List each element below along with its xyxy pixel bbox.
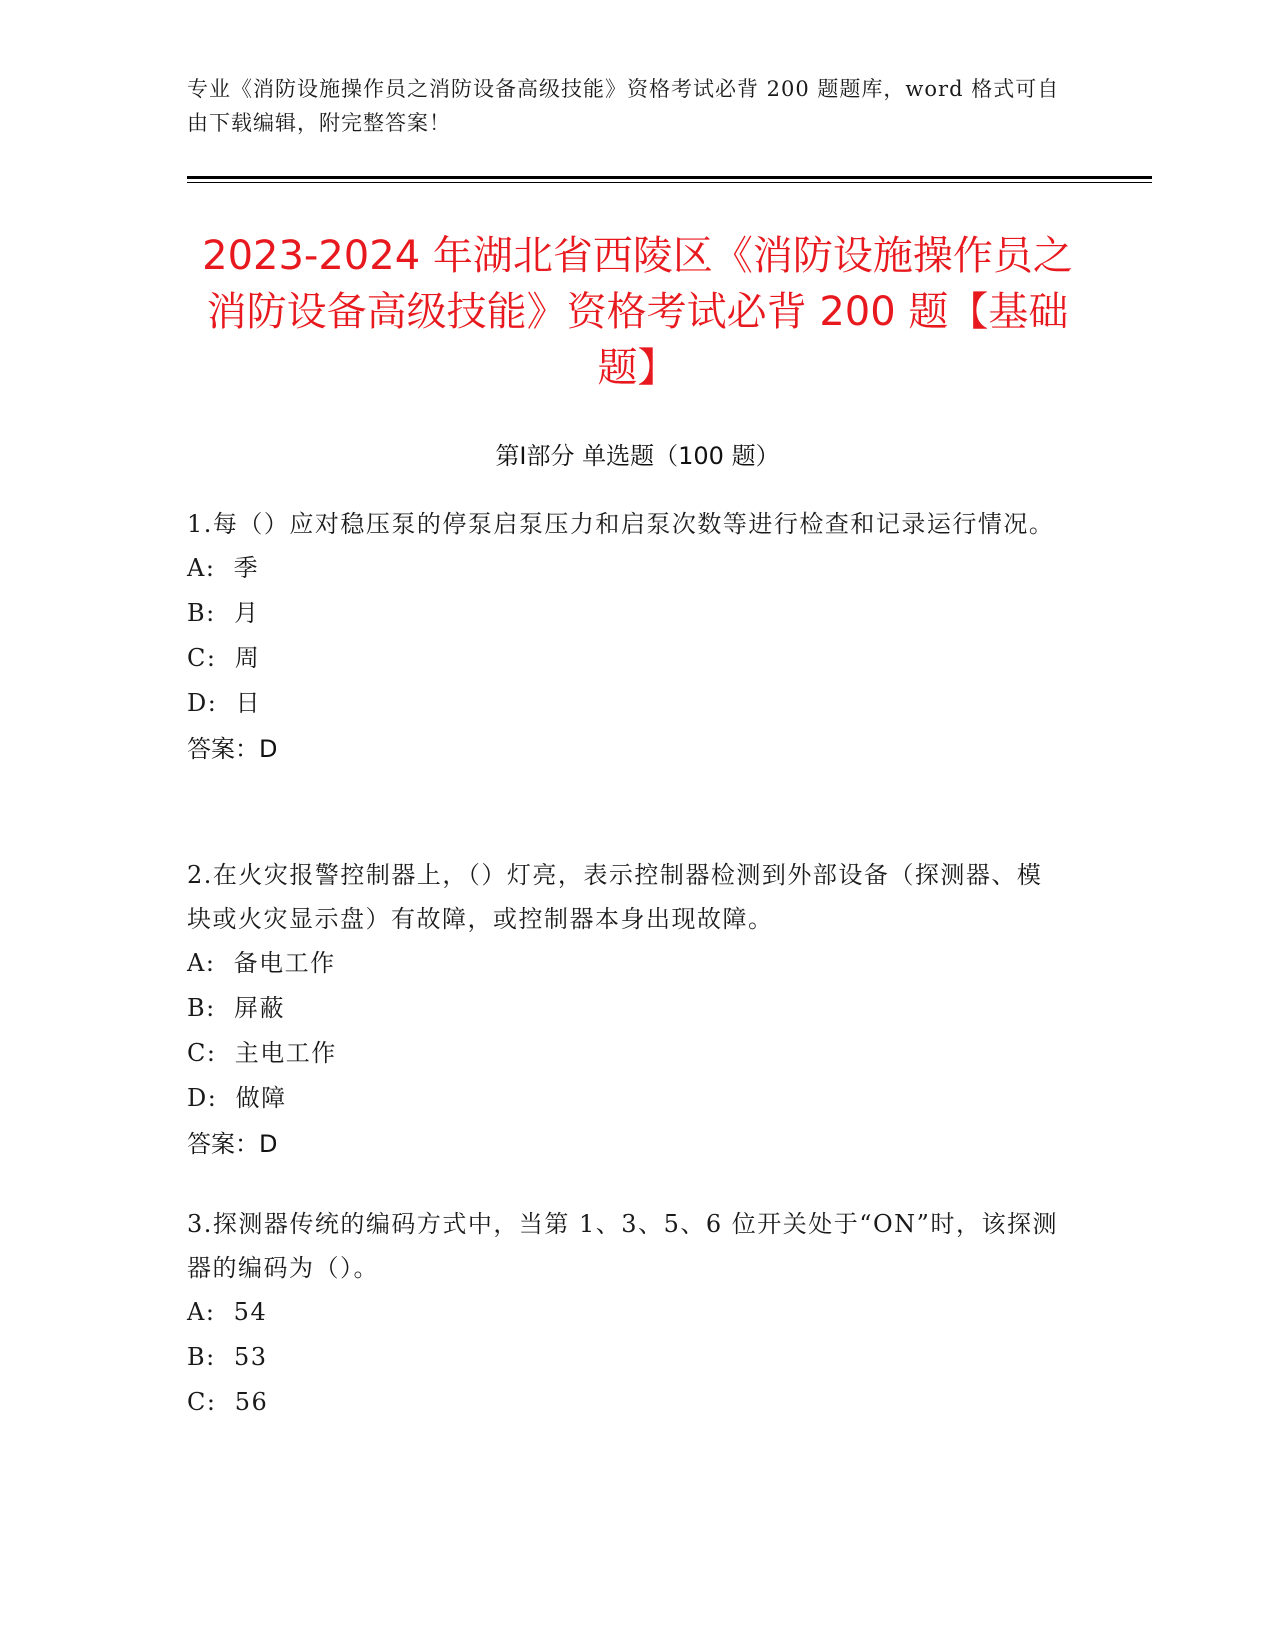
- header-note: 专业《消防设施操作员之消防设备高级技能》资格考试必背 200 题题库，word 格式可自由下载编辑，附完整答案！: [187, 77, 1060, 135]
- option-c: C: 周: [187, 644, 261, 672]
- option-b: B: 月: [187, 599, 260, 627]
- question-stem: 1.每（）应对稳压泵的停泵启泵压力和启泵次数等进行检查和记录运行情况。: [187, 510, 1055, 538]
- question-stem: 2.在火灾报警控制器上，（）灯亮，表示控制器检测到外部设备（探测器、模块或火灾显示盘）有故障，或控制器本身出现故障。: [187, 861, 1043, 933]
- header-divider-thin: [187, 182, 1152, 183]
- option-a: A: 54: [187, 1298, 268, 1326]
- question-3: [187, 1202, 1067, 1425]
- header-divider-thick: [187, 176, 1152, 179]
- option-c: C: 主电工作: [187, 1039, 337, 1067]
- option-c: C: 56: [187, 1388, 269, 1416]
- option-a: A: 季: [187, 554, 260, 582]
- answer-line: 答案：D: [187, 1130, 278, 1158]
- option-d: D: 做障: [187, 1084, 287, 1112]
- option-a: A: 备电工作: [187, 949, 336, 977]
- question-1: [187, 502, 1067, 772]
- document-title: 2023-2024 年湖北省西陵区《消防设施操作员之消防设备高级技能》资格考试必背 200 题【基础题】: [202, 233, 1073, 391]
- answer-line: 答案：D: [187, 735, 278, 763]
- question-2: [187, 853, 1067, 1167]
- question-stem: 3.探测器传统的编码方式中，当第 1、3、5、6 位开关处于“ON”时，该探测器的编码为（）。: [187, 1210, 1058, 1282]
- option-b: B: 屏蔽: [187, 994, 285, 1022]
- section-heading: 第Ⅰ部分 单选题（100 题）: [495, 442, 780, 470]
- option-b: B: 53: [187, 1343, 268, 1371]
- option-d: D: 日: [187, 689, 262, 717]
